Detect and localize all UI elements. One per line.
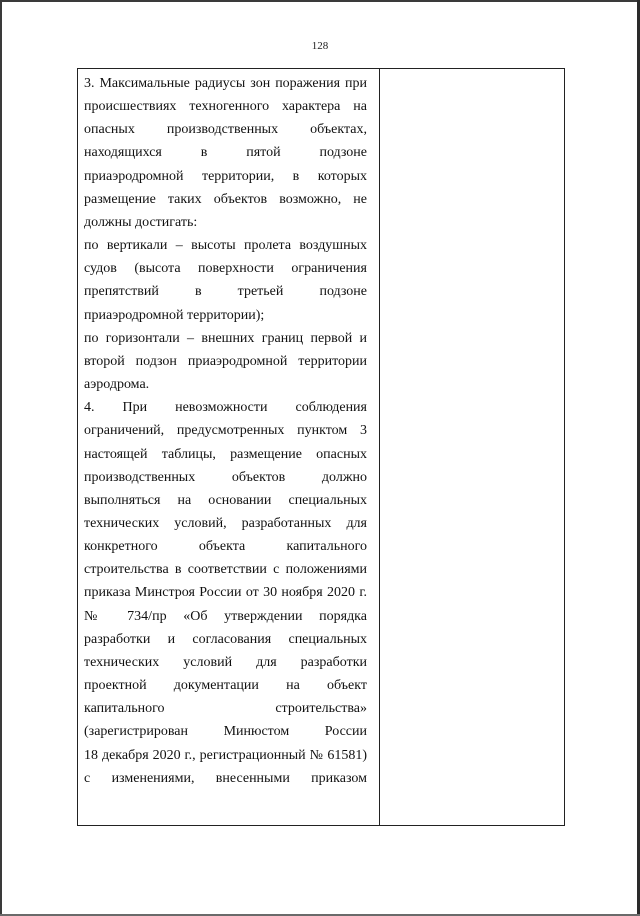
paragraph-4-line: технических условий, разработанных для xyxy=(84,515,367,531)
paragraph-4-line: строительства в соответствии с положениями xyxy=(84,562,367,578)
paragraph-3-line: должны достигать: xyxy=(84,214,198,230)
paragraph-3-line: приаэродромной территории, в которых xyxy=(84,168,367,184)
horizontal-clause-line: по горизонтали – внешних границ первой и xyxy=(84,330,367,346)
paragraph-4-line: производственных объектов должно xyxy=(84,469,367,485)
vertical-clause-line: судов (высота поверхности ограничения xyxy=(84,261,367,277)
paragraph-4-line: разработки и согласования специальных xyxy=(84,631,367,647)
paragraph-4-line: 18 декабря 2020 г., регистрационный № 61581) xyxy=(84,747,367,763)
horizontal-clause-line: аэродрома. xyxy=(84,377,150,393)
vertical-clause-line: по вертикали – высоты пролета воздушных xyxy=(84,238,367,254)
paragraph-4-line: (зарегистрирован Минюстом России xyxy=(84,724,367,740)
paragraph-4-line: настоящей таблицы, размещение опасных xyxy=(84,446,367,462)
scan-edge-left xyxy=(0,0,2,916)
paragraph-4-line: выполняться на основании специальных xyxy=(84,492,367,508)
vertical-clause-line: приаэродромной территории); xyxy=(84,307,265,323)
paragraph-4-line: проектной документации на объект xyxy=(84,678,367,694)
right-cell xyxy=(380,69,564,825)
paragraph-4-line: технических условий для разработки xyxy=(84,654,367,670)
document-table xyxy=(77,68,565,826)
paragraph-4-line: капитального строительства» xyxy=(84,701,367,717)
paragraph-3-line: размещение таких объектов возможно, не xyxy=(84,191,367,207)
paragraph-3-line: опасных производственных объектах, xyxy=(84,122,367,138)
paragraph-3-line: происшествиях техногенного характера на xyxy=(84,99,367,115)
paragraph-4-line: 4. При невозможности соблюдения xyxy=(84,400,367,416)
paragraph-4-line: № 734/пр «Об утверждении порядка xyxy=(84,608,367,624)
horizontal-clause-line: второй подзон приаэродромной территории xyxy=(84,353,367,369)
paragraph-3-line: находящихся в пятой подзоне xyxy=(84,145,367,161)
paragraph-4-line: конкретного объекта капитального xyxy=(84,539,367,555)
page-number: 128 xyxy=(311,40,329,52)
paragraph-4-line: с изменениями, внесенными приказом xyxy=(84,770,367,786)
paragraph-3-line: 3. Максимальные радиусы зон поражения при xyxy=(84,76,367,91)
vertical-clause-line: препятствий в третьей подзоне xyxy=(84,284,367,300)
scan-edge-top xyxy=(0,0,640,2)
paragraph-4-line: ограничений, предусмотренных пунктом 3 xyxy=(84,423,367,439)
paragraph-4-line: приказа Минстроя России от 30 ноября 2020 г. xyxy=(84,585,367,601)
left-cell xyxy=(84,72,367,790)
